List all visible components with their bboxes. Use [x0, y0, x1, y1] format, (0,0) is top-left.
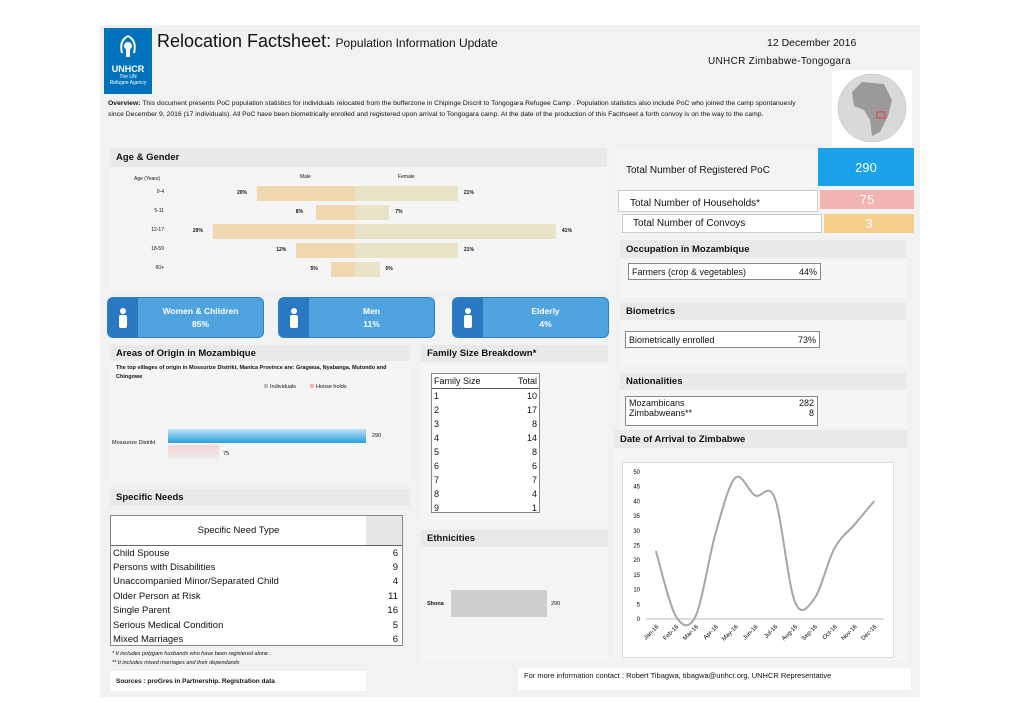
- arrival-point: [814, 598, 816, 600]
- male-pct-label: 12%: [276, 247, 287, 253]
- specific-need-label: Serious Medical Condition: [113, 619, 224, 631]
- kpi-convoys-label: Total Number of Convoys: [633, 218, 746, 229]
- title-main: Relocation Factsheet:: [157, 31, 332, 51]
- arrival-point: [734, 477, 736, 479]
- specific-need-value: 6: [392, 634, 398, 646]
- origin-title: Areas of Origin in Mozambique: [110, 345, 410, 361]
- specific-needs-table: [110, 515, 403, 646]
- nationality-row: [626, 398, 817, 408]
- arrival-point: [655, 551, 657, 553]
- nationalities-table: [625, 396, 818, 426]
- age-group-label: 12-17: [151, 227, 164, 233]
- male-pct-label: 20%: [237, 190, 248, 196]
- individuals-bar: [168, 429, 366, 443]
- y-tick-label: 20: [633, 558, 640, 565]
- demographic-text: [138, 305, 263, 331]
- x-tick-label: Jun-16: [742, 624, 760, 642]
- arrival-point: [794, 601, 796, 603]
- biometrics-value: 73%: [797, 334, 816, 345]
- x-tick-label: Jan-16: [643, 624, 661, 642]
- age-gender-pyramid: [110, 186, 607, 286]
- x-tick-label: Jul-16: [763, 624, 780, 640]
- family-total-cell: 14: [526, 433, 537, 443]
- demographic-label: Elderly: [531, 305, 560, 316]
- specific-need-row: [111, 589, 402, 603]
- arrival-point: [715, 533, 717, 535]
- x-tick-label: Feb-16: [662, 624, 681, 642]
- y-tick-label: 10: [633, 587, 640, 594]
- arrival-point: [853, 524, 855, 526]
- person-icon: [108, 298, 138, 337]
- page-title: [157, 31, 498, 52]
- family-size-cell: 2: [434, 405, 440, 415]
- x-tick-label: Apr-16: [702, 624, 720, 642]
- origin-description: The top villages of origin in Mossurize Distrikt, Manica Province are: Gragwua, Nyabanga, Mutondo and Chingowe: [116, 365, 387, 380]
- arrival-point: [873, 501, 875, 503]
- biometrics-row: [625, 331, 820, 348]
- logo-text: UNHCR: [111, 64, 145, 74]
- sources: Sources : proGres in Partnership. Registration data: [110, 671, 366, 691]
- specific-needs-col-type: Specific Need Type: [197, 525, 280, 536]
- specific-need-value: 4: [392, 576, 398, 588]
- female-bar: [355, 205, 389, 220]
- family-total-cell: 6: [531, 461, 537, 471]
- specific-need-value: 6: [392, 547, 398, 559]
- family-size-row: [432, 417, 539, 431]
- nationality-label: Mozambicans: [629, 398, 685, 408]
- female-pct-label: 21%: [463, 190, 474, 196]
- specific-need-row: [111, 560, 402, 574]
- female-bar: [355, 224, 556, 239]
- kpi-households-value: 75: [820, 190, 914, 209]
- y-tick-label: 15: [633, 572, 640, 579]
- arrival-point: [774, 498, 776, 500]
- male-bar: [331, 262, 356, 277]
- specific-need-label: Child Spouse: [113, 547, 170, 559]
- age-group-label: 60+: [155, 265, 164, 271]
- y-tick-label: 30: [633, 528, 640, 535]
- family-size-cell: 7: [434, 475, 440, 485]
- specific-need-value: 9: [392, 562, 398, 574]
- specific-need-row: [111, 546, 402, 560]
- kpi-registered-label: Total Number of Registered PoC: [626, 165, 770, 176]
- specific-need-value: 16: [387, 605, 398, 617]
- y-tick-label: 50: [633, 470, 640, 476]
- specific-need-label: Persons with Disabilities: [113, 562, 216, 574]
- family-size-cell: 8: [434, 489, 440, 499]
- x-tick-label: May-16: [721, 624, 740, 643]
- specific-need-label: Older Person at Risk: [113, 590, 201, 602]
- ethnicity-label: Shona: [427, 601, 444, 607]
- family-total-cell: 17: [526, 405, 537, 415]
- family-size-col-size: Family Size: [434, 376, 481, 386]
- demographic-label: Men: [363, 305, 380, 316]
- arrival-title: Date of Arrival to Zimbabwe: [614, 430, 907, 448]
- y-tick-label: 45: [633, 484, 640, 491]
- origin-district-label: Mossurize Distrikt: [112, 440, 156, 446]
- individuals-value: 290: [372, 433, 382, 439]
- male-bar: [213, 224, 355, 239]
- demographic-label: Women & Children: [162, 305, 239, 316]
- female-pct-label: 7%: [395, 209, 403, 215]
- y-tick-label: 0: [636, 617, 640, 623]
- households-bar: [168, 445, 219, 459]
- female-pct-label: 41%: [561, 228, 572, 234]
- logo-subtitle-1: The UN: [119, 74, 137, 80]
- legend-households: House holds: [310, 384, 347, 390]
- family-size-cell: 4: [434, 433, 440, 443]
- female-pct-label: 5%: [385, 266, 393, 272]
- specific-need-label: Mixed Marriages: [113, 634, 184, 646]
- age-group-label: 0-4: [156, 189, 164, 195]
- family-size-row: [432, 459, 539, 473]
- male-pct-label: 5%: [310, 266, 318, 272]
- ethnicities-title: Ethnicities: [421, 530, 608, 547]
- arrival-line-chart: [622, 462, 894, 658]
- x-tick-label: Sep-16: [801, 624, 819, 643]
- occupation-value: 44%: [798, 266, 817, 277]
- family-size-title: Family Size Breakdown*: [421, 345, 608, 362]
- x-tick-label: Mar-16: [682, 624, 701, 642]
- title-sub: Population Information Update: [335, 36, 498, 50]
- family-size-row: [432, 431, 539, 445]
- specific-need-value: 11: [388, 590, 398, 602]
- nationality-value: 8: [808, 408, 814, 418]
- demographic-value: 85%: [191, 318, 209, 329]
- age-gender-title: Age & Gender: [110, 148, 607, 167]
- y-tick-label: 25: [633, 543, 640, 550]
- unhcr-logo: [104, 28, 152, 94]
- specific-need-row: [111, 575, 402, 589]
- family-total-cell: 4: [531, 489, 537, 499]
- footnote-1: * It includes polygam husbands who have been registered alone .: [112, 651, 271, 657]
- family-total-cell: 1: [531, 503, 537, 513]
- specific-need-label: Unaccompanied Minor/Separated Child: [113, 576, 279, 588]
- age-group-label: 18-59: [151, 246, 164, 252]
- nationality-label: Zimbabweans**: [629, 408, 693, 418]
- specific-need-row: [111, 632, 402, 646]
- male-column-header: Male: [300, 174, 311, 180]
- family-total-cell: 10: [526, 391, 537, 401]
- report-date: 12 December 2016: [767, 37, 857, 49]
- ethnicity-bar: [451, 590, 547, 617]
- age-column-header: Age (Years): [134, 176, 161, 182]
- legend-individuals: Individuals: [264, 384, 296, 390]
- y-tick-label: 35: [633, 514, 640, 521]
- kpi-convoys-value: 3: [824, 214, 914, 233]
- demographic-card: [278, 297, 435, 338]
- family-size-cell: 6: [434, 461, 440, 471]
- laurel-icon: [113, 33, 143, 59]
- kpi-registered-value: 290: [818, 148, 914, 186]
- arrival-series-line: [656, 477, 874, 626]
- arrival-point: [754, 495, 756, 497]
- family-total-cell: 8: [531, 447, 537, 457]
- female-bar: [355, 262, 380, 277]
- female-bar: [355, 186, 458, 201]
- person-icon: [453, 298, 483, 337]
- male-pct-label: 29%: [192, 228, 203, 234]
- male-bar: [257, 186, 355, 201]
- family-total-cell: 7: [531, 475, 537, 485]
- demographic-card: [452, 297, 609, 338]
- x-tick-label: Oct-16: [821, 624, 839, 642]
- occupation-label: Farmers (crop & vegetables): [632, 266, 747, 277]
- overview: [108, 98, 808, 120]
- male-pct-label: 8%: [295, 209, 304, 215]
- specific-need-value: 5: [392, 619, 398, 631]
- demographic-text: [309, 305, 434, 331]
- person-icon: [279, 298, 309, 337]
- family-total-cell: 8: [531, 419, 537, 429]
- origin-legend: [264, 384, 347, 390]
- family-size-row: [432, 403, 539, 417]
- family-size-cell: 5: [434, 447, 440, 457]
- arrival-point: [695, 615, 697, 617]
- specific-need-label: Single Parent: [113, 605, 171, 617]
- female-column-header: Female: [398, 174, 415, 180]
- nationality-row: [626, 408, 817, 418]
- family-size-cell: 1: [434, 391, 440, 401]
- family-size-row: [432, 487, 539, 501]
- specific-need-row: [111, 618, 402, 632]
- age-group-label: 5-11: [154, 208, 164, 214]
- biometrics-label: Biometrically enrolled: [629, 334, 715, 345]
- kpi-households-label: Total Number of Households*: [630, 198, 761, 209]
- y-tick-label: 40: [633, 499, 640, 506]
- occupation-title: Occupation in Mozambique: [620, 240, 906, 258]
- occupation-row: [628, 263, 821, 280]
- footnote-2: ** It includes mixed marriages and their dependands: [112, 660, 240, 666]
- demographic-value: 4%: [539, 318, 552, 329]
- x-tick-label: Dec-16: [860, 624, 879, 643]
- family-size-row: [432, 445, 539, 459]
- globe-map: [832, 70, 912, 146]
- family-size-row: [432, 389, 539, 404]
- households-value: 75: [223, 451, 230, 457]
- x-tick-label: Aug-16: [781, 624, 800, 643]
- demographic-value: 11%: [363, 318, 380, 329]
- family-size-table: [431, 373, 540, 513]
- logo-subtitle-2: Refugee Agency: [109, 80, 147, 86]
- family-size-row: [432, 501, 539, 515]
- ethnicity-value: 290: [551, 601, 561, 607]
- report-org: UNHCR Zimbabwe-Tongogara: [708, 56, 851, 67]
- family-size-cell: 3: [434, 419, 440, 429]
- female-bar: [355, 243, 458, 258]
- demographic-text: [483, 305, 608, 331]
- y-tick-label: 5: [636, 602, 640, 609]
- family-size-cell: 9: [434, 503, 440, 513]
- arrival-point: [675, 615, 677, 617]
- family-size-col-total: Total: [517, 376, 537, 386]
- family-size-row: [432, 473, 539, 487]
- nationalities-title: Nationalities: [620, 373, 906, 390]
- specific-needs-title: Specific Needs: [110, 489, 410, 506]
- demographic-card: [107, 297, 264, 338]
- arrival-point: [834, 548, 836, 550]
- x-tick-label: Nov-16: [840, 624, 859, 643]
- overview-label: Overview:: [108, 100, 141, 107]
- female-pct-label: 21%: [463, 247, 474, 253]
- specific-needs-col-value: [366, 516, 402, 545]
- contact-info: For more information contact : Robert Tibagwa, tibagwa@unhcr.org, UNHCR Representative: [518, 668, 911, 690]
- biometrics-title: Biometrics: [620, 303, 906, 320]
- male-bar: [296, 243, 355, 258]
- nationality-value: 282: [798, 398, 814, 408]
- male-bar: [316, 205, 355, 220]
- overview-text: This document presents PoC population statistics for individuals relocated from the bufferzone in Chipinge Discrit to Tongogara Refugee Camp . Population statistics also include PoC who joined the camp spontanuesly since December 9, 2016 (17 individuals). All PoC have been biometrically enrolled and registered upon arrival to Tongogara camp. At the date of the production of this Facthseet a forth convoy is on the way to the camp.: [108, 100, 796, 118]
- specific-need-row: [111, 604, 402, 618]
